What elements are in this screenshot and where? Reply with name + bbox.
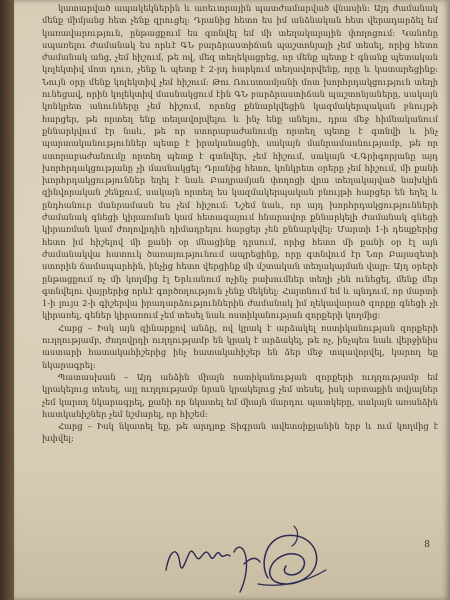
handwritten-signature [160, 518, 330, 600]
page-number: 8 [424, 540, 430, 550]
paragraph: Հարց – Իսկ նկատել եք, թե արդյոք Տիգրան ավետսիքյանին երբ և ում կողմից է խփվել։ [42, 421, 438, 444]
paragraph: կատարված ապակեկներին և առեւտրային պատժամարված վնասին։ Այդ ժամանակ մենք միմյանց հետ չենք զրուցել։ Դրանից հետո ես իմ անձնական հետ վերադարձել եմ կառավարություն, ընթացքում ես գտնվել եմ մի տեղակալային փողոցում։ Կանոնը սպառելու ժամանակ ես որևէ ԳՆ բարձրաստիճան պաշտոնյայի չեմ տեսել, որից հետո ժամանակ անց, չեմ հիշում, թե ով, մեզ տեղեկացրեց, որ մենք պետք է գնանք պետական կոլեկտիվ մոտ դուռ, չենք և պետք է 2-րդ հարկում տեղավորվենք, որը և կատարեցինք։ Նույն օրը մենք կոլեկտիվ չեմ հիշում։ Թու Ռուստամյանի մոտ խորհրդակցություն տեղի ունեցավ, որին կոլեկտիվ մասնակցում էին ԳՆ բարձրաստիճան պաշտոնյաները, սակայն կոնկրետ անունները չեմ հիշում, որոնց քննարկվեցին կազմակերպական բնույթի հարցեր, թե որտեղ ենք տեղավորվելու և ինչ ենք անելու, դրա մեջ հիմնականում քննարկվում էր նաև, թե որ ստորաբաժանումը որտեղ պետք է գտնվի և ինչ պարտականություններ պետք է իրականացնի, սակայն մանրամասնությամբ, թե որ ստորաբաժանումը որտեղ պետք է գտնվեր, չեմ հիշում, սակայն Վ.Գրիգորյանը այդ խորհրդակցությանը չի մասնակցել։ Դրանից հետո, կոնկրետ օրերը չեմ հիշում, մի քանի խորհրդակցություններ եղել է նաև Բաղրամյան փողոցի վրա տեղակայված նախկին զինվորական շենքում, սակայն որտեղ ես կազմակերպական բնույթի հարցեր են եղել և ընդհանուր մանրամասն ես չեմ հիշում։ Նշեմ նաև, որ այդ խորհրդակցությունների ժամանակ գնեցի կիրառման կամ հետագայում հնարավոր քննարկելի ժամանակ գնեցի կիրառման կամ ժողովրդին դիմադրելու հարցեր չեն քննարկվել։ Մարտի 1-ի դեպքերից հետո իմ հիշելով մի քանի օր մնացինք դրսում, որից հետո մի քանի օր էլ այն ժամանակվա հատուկ ծառայությունում ապրեցինք, որը գտնվում էր Նոր Բայազետի ստորին ճամապարհին, ինչից հետո վերցինք մի մշտական տեղակայման վայր։ Այդ օրերի ընթացքում ոչ մի կողմից էլ Երևանում ոչինչ բախումներ տեղի չեն ունեցել, մենք մեր գտնվելու վայրերից որևէ գործողություն չենք մեկնել։ Հայտնում եմ և պնդում, որ մարտի 1-ի լույս 2-ի գիշերվա իրադարձություններին ժամանակ իմ ղեկավարած զորքը գնեցի չի կիրառել, գեներ կիրառում չեմ տեսել նաև ոստիկանության զորքերի կողմից։ [42, 3, 438, 321]
paragraph: Պատասխան – Այդ անձին միայն ոստիկանության զորքերի ուղղությամբ եմ կրակելուց տեսել, այլ ուղղությամբ նրան կրակելուց չեմ տեսել, իսկ արտաքին տվյալներ չեմ կարող նկարագրել, քանի որ նկատել եմ միայն մարդու պատկերը, սակայն առանձին հատկանիշներ չեմ նշմարել, որ հիշեմ։ [42, 371, 438, 419]
page-text [42, 2, 438, 445]
document-page [14, 0, 450, 600]
paragraph: Հարց – Իսկ այն զինարքով անձը, ով կրակ է արձակել ոստիկանության զորքերի ուղղությամբ, ժողովրդի ուղղությամբ են կրակ է արձակել, թե ոչ, ինչպես նաև վերջինիս աստարի հատակահիշերից ինչ հատակահիշեր են ձեր մեջ տպավորվել, կարող եք նկարագրել։ [42, 322, 438, 370]
